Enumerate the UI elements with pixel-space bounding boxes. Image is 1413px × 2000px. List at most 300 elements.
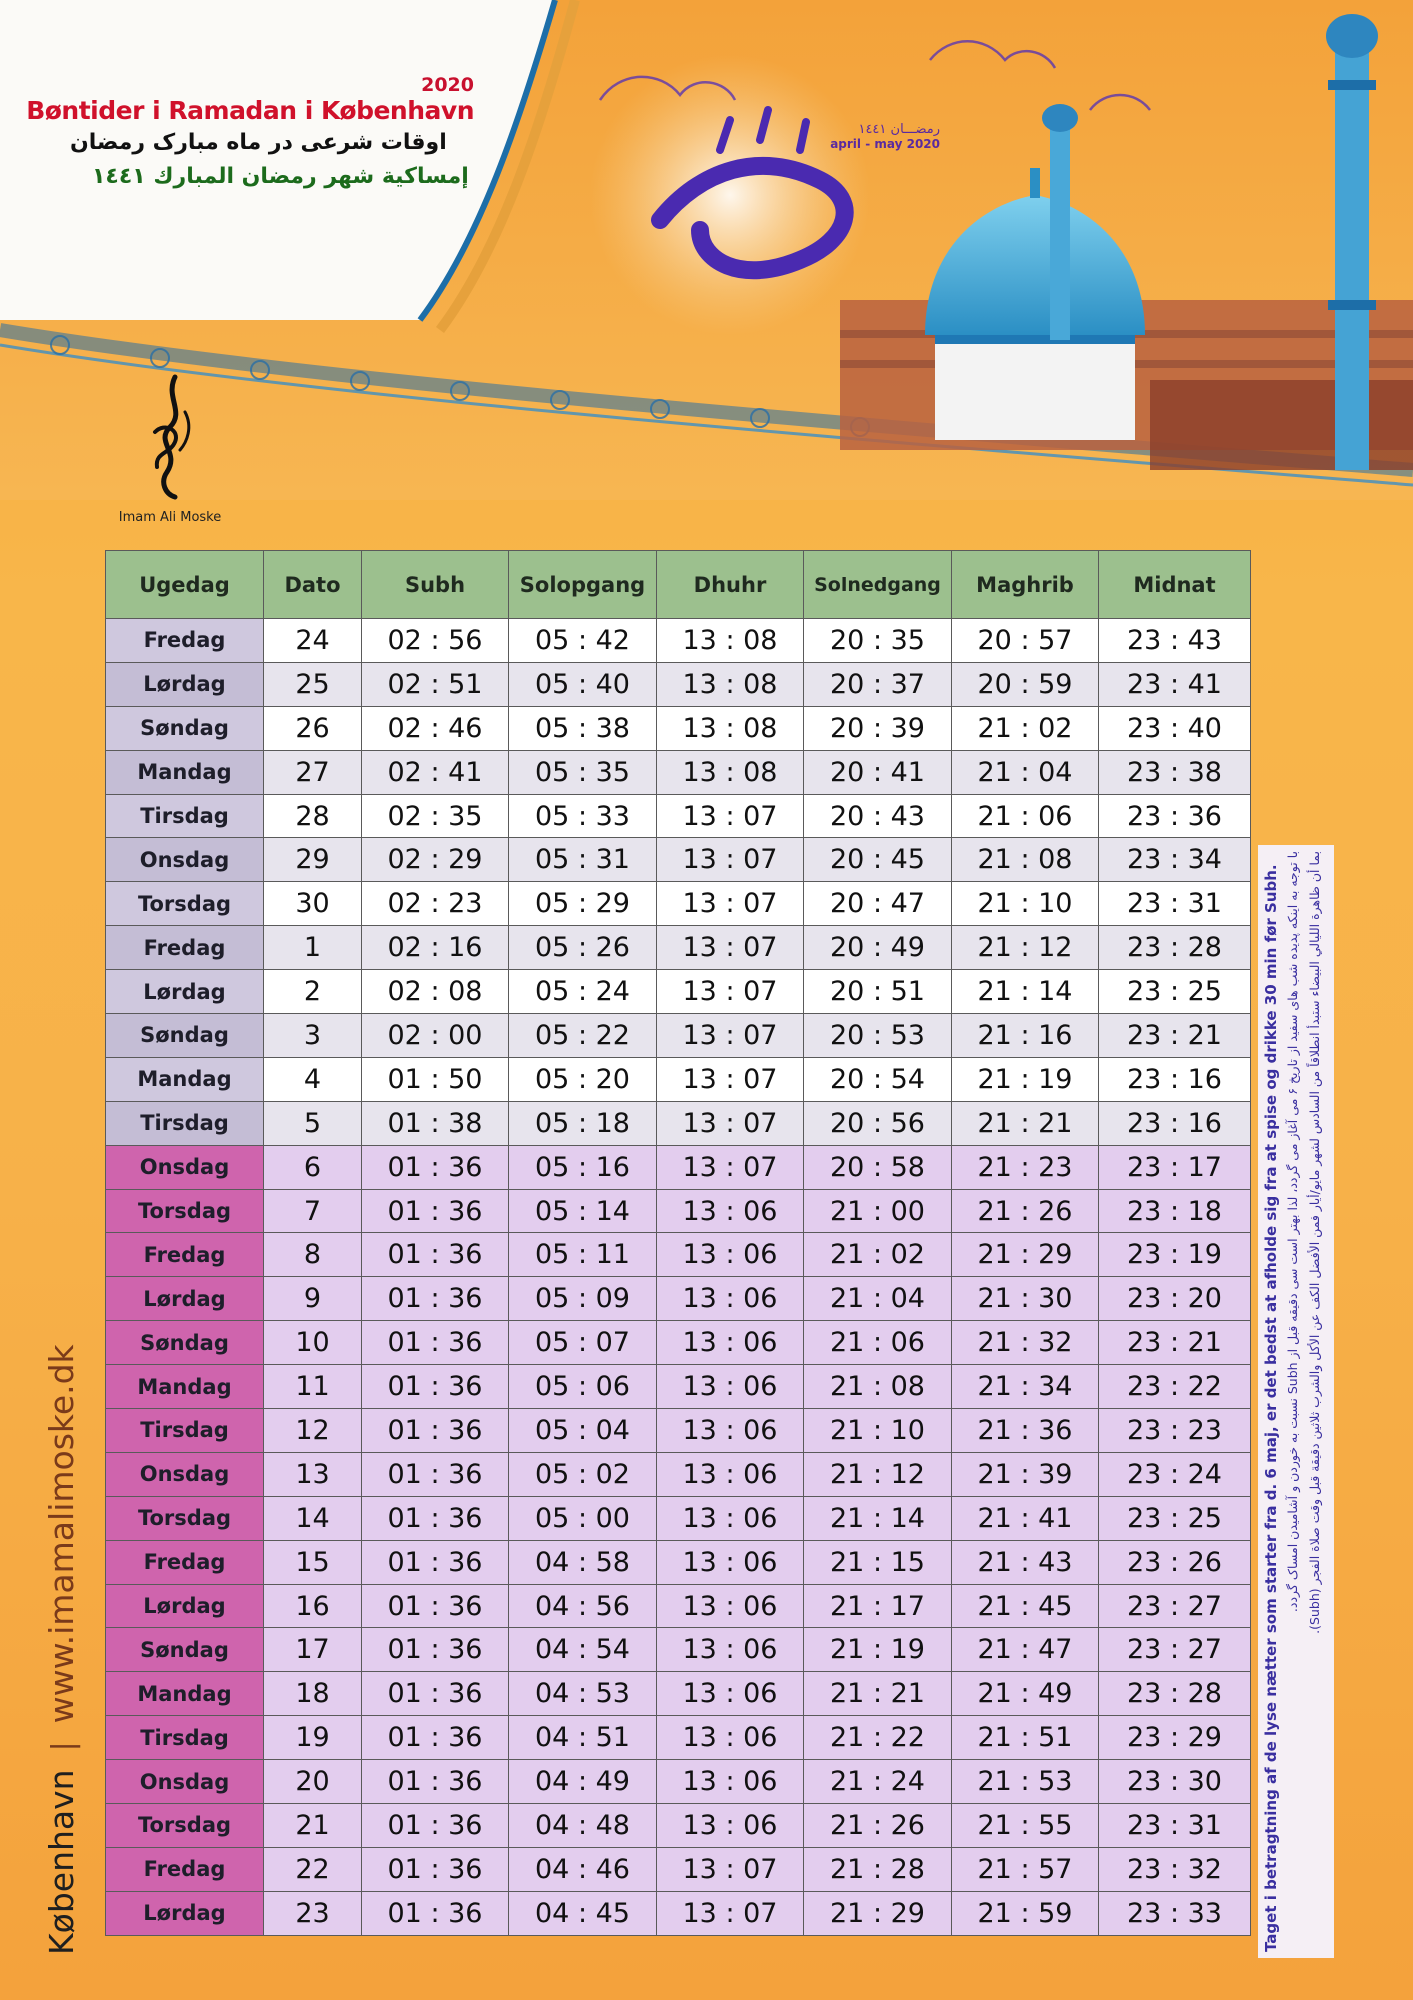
col-header-maghrib: Maghrib: [952, 551, 1099, 619]
cell-solnedgang: 20 : 51: [804, 970, 952, 1014]
cell-subh: 02 : 41: [362, 750, 509, 794]
cell-subh: 02 : 00: [362, 1014, 509, 1058]
cell-day: Torsdag: [106, 1189, 264, 1233]
table-row: [106, 1409, 1251, 1453]
cell-date: 10: [264, 1321, 362, 1365]
table-row: [106, 1321, 1251, 1365]
cell-date: 24: [264, 619, 362, 663]
cell-dhuhr: 13 : 06: [657, 1584, 804, 1628]
cell-subh: 01 : 36: [362, 1277, 509, 1321]
cell-date: 13: [264, 1452, 362, 1496]
cell-date: 5: [264, 1101, 362, 1145]
cell-day: Lørdag: [106, 1584, 264, 1628]
cell-subh: 01 : 36: [362, 1584, 509, 1628]
cell-subh: 02 : 51: [362, 662, 509, 706]
cell-maghrib: 21 : 32: [952, 1321, 1099, 1365]
cell-solopgang: 05 : 04: [509, 1409, 657, 1453]
cell-day: Lørdag: [106, 1891, 264, 1935]
table-row: [106, 1014, 1251, 1058]
cell-solopgang: 05 : 09: [509, 1277, 657, 1321]
table-row: [106, 1804, 1251, 1848]
table-row: [106, 838, 1251, 882]
cell-solnedgang: 21 : 26: [804, 1804, 952, 1848]
cell-dhuhr: 13 : 07: [657, 1891, 804, 1935]
cell-solnedgang: 21 : 22: [804, 1716, 952, 1760]
cell-solnedgang: 20 : 39: [804, 706, 952, 750]
cell-midnat: 23 : 31: [1099, 882, 1251, 926]
cell-solnedgang: 20 : 58: [804, 1145, 952, 1189]
cell-subh: 02 : 29: [362, 838, 509, 882]
table-row: [106, 1628, 1251, 1672]
cell-solnedgang: 21 : 21: [804, 1672, 952, 1716]
cell-solopgang: 05 : 16: [509, 1145, 657, 1189]
cell-solnedgang: 21 : 24: [804, 1760, 952, 1804]
col-header-solnedgang: Solnedgang: [804, 551, 952, 619]
cell-day: Søndag: [106, 1628, 264, 1672]
cell-subh: 01 : 36: [362, 1189, 509, 1233]
table-row: [106, 706, 1251, 750]
cell-day: Fredag: [106, 1233, 264, 1277]
cell-solopgang: 05 : 31: [509, 838, 657, 882]
cell-dhuhr: 13 : 08: [657, 750, 804, 794]
cell-solnedgang: 20 : 41: [804, 750, 952, 794]
cell-solnedgang: 21 : 15: [804, 1540, 952, 1584]
cell-midnat: 23 : 25: [1099, 1496, 1251, 1540]
table-row: [106, 926, 1251, 970]
cell-maghrib: 21 : 16: [952, 1014, 1099, 1058]
cell-midnat: 23 : 21: [1099, 1321, 1251, 1365]
cell-midnat: 23 : 27: [1099, 1584, 1251, 1628]
cell-subh: 01 : 36: [362, 1672, 509, 1716]
cell-subh: 01 : 36: [362, 1628, 509, 1672]
cell-dhuhr: 13 : 08: [657, 619, 804, 663]
footer-website-link[interactable]: www.imamalimoske.dk: [42, 1344, 81, 1724]
note-danish: Taget i betragtning af de lyse nætter som starter fra d. 6 maj, er det bedst at afholde sig fra at spise og drikke 30 min før Subh.: [1262, 864, 1280, 1952]
title-persian: اوقات شرعی در ماه مبارک رمضان: [70, 130, 447, 155]
cell-subh: 01 : 36: [362, 1804, 509, 1848]
cell-dhuhr: 13 : 07: [657, 882, 804, 926]
cell-day: Tirsdag: [106, 794, 264, 838]
footer-city: København: [42, 1769, 81, 1955]
cell-maghrib: 21 : 26: [952, 1189, 1099, 1233]
cell-maghrib: 21 : 43: [952, 1540, 1099, 1584]
cell-day: Torsdag: [106, 1804, 264, 1848]
cell-solopgang: 05 : 38: [509, 706, 657, 750]
cell-maghrib: 21 : 14: [952, 970, 1099, 1014]
cell-solnedgang: 21 : 02: [804, 1233, 952, 1277]
cell-subh: 01 : 50: [362, 1057, 509, 1101]
cell-dhuhr: 13 : 06: [657, 1540, 804, 1584]
cell-solopgang: 05 : 35: [509, 750, 657, 794]
vertical-footer: [42, 1344, 102, 1955]
cell-midnat: 23 : 26: [1099, 1540, 1251, 1584]
cell-dhuhr: 13 : 07: [657, 1057, 804, 1101]
cell-solnedgang: 21 : 28: [804, 1847, 952, 1891]
table-row: [106, 1891, 1251, 1935]
cell-maghrib: 21 : 45: [952, 1584, 1099, 1628]
cell-subh: 01 : 36: [362, 1847, 509, 1891]
cell-dhuhr: 13 : 07: [657, 1145, 804, 1189]
cell-subh: 01 : 38: [362, 1101, 509, 1145]
cell-dhuhr: 13 : 08: [657, 706, 804, 750]
header-banner: [0, 0, 1413, 525]
cell-midnat: 23 : 16: [1099, 1101, 1251, 1145]
table-row: [106, 970, 1251, 1014]
cell-date: 25: [264, 662, 362, 706]
cell-day: Søndag: [106, 1014, 264, 1058]
table-row: [106, 1540, 1251, 1584]
cell-date: 26: [264, 706, 362, 750]
cell-day: Fredag: [106, 1847, 264, 1891]
cell-solopgang: 05 : 40: [509, 662, 657, 706]
cell-solnedgang: 20 : 56: [804, 1101, 952, 1145]
cell-solopgang: 05 : 24: [509, 970, 657, 1014]
col-header-dhuhr: Dhuhr: [657, 551, 804, 619]
cell-dhuhr: 13 : 07: [657, 1014, 804, 1058]
cell-solnedgang: 21 : 14: [804, 1496, 952, 1540]
cell-date: 22: [264, 1847, 362, 1891]
cell-solnedgang: 20 : 53: [804, 1014, 952, 1058]
cell-solopgang: 04 : 45: [509, 1891, 657, 1935]
cell-subh: 02 : 56: [362, 619, 509, 663]
cell-subh: 01 : 36: [362, 1891, 509, 1935]
cell-dhuhr: 13 : 07: [657, 970, 804, 1014]
cell-maghrib: 21 : 53: [952, 1760, 1099, 1804]
cell-maghrib: 21 : 02: [952, 706, 1099, 750]
cell-subh: 01 : 36: [362, 1145, 509, 1189]
cell-date: 30: [264, 882, 362, 926]
table-row: [106, 1365, 1251, 1409]
cell-maghrib: 21 : 49: [952, 1672, 1099, 1716]
cell-maghrib: 21 : 34: [952, 1365, 1099, 1409]
imam-ali-logo: [100, 372, 240, 525]
cell-dhuhr: 13 : 07: [657, 794, 804, 838]
cell-maghrib: 21 : 08: [952, 838, 1099, 882]
cell-solnedgang: 20 : 45: [804, 838, 952, 882]
cell-date: 1: [264, 926, 362, 970]
cell-subh: 01 : 36: [362, 1496, 509, 1540]
cell-date: 9: [264, 1277, 362, 1321]
cell-solopgang: 04 : 48: [509, 1804, 657, 1848]
cell-day: Søndag: [106, 706, 264, 750]
cell-dhuhr: 13 : 06: [657, 1760, 804, 1804]
cell-dhuhr: 13 : 06: [657, 1672, 804, 1716]
cell-day: Mandag: [106, 1672, 264, 1716]
cell-solopgang: 05 : 07: [509, 1321, 657, 1365]
cell-date: 7: [264, 1189, 362, 1233]
cell-midnat: 23 : 29: [1099, 1716, 1251, 1760]
cell-midnat: 23 : 33: [1099, 1891, 1251, 1935]
cell-day: Torsdag: [106, 882, 264, 926]
cell-maghrib: 21 : 55: [952, 1804, 1099, 1848]
cell-solnedgang: 21 : 00: [804, 1189, 952, 1233]
cell-maghrib: 21 : 36: [952, 1409, 1099, 1453]
note-arabic: بما أن ظاهرة الليالي البيضاء ستبدأ انطلاقاً من السادس لشهر مايو/أيار فمن الأفضل الكف عن الأكل والشرب ثلاثين دقيقة قبل وقت صلاة الفجر (Subh).: [1307, 851, 1322, 1634]
cell-day: Onsdag: [106, 1760, 264, 1804]
col-header-subh: Subh: [362, 551, 509, 619]
cell-solnedgang: 20 : 54: [804, 1057, 952, 1101]
cell-date: 18: [264, 1672, 362, 1716]
footer-separator: |: [46, 1741, 81, 1752]
cell-subh: 02 : 46: [362, 706, 509, 750]
cell-midnat: 23 : 21: [1099, 1014, 1251, 1058]
cell-dhuhr: 13 : 06: [657, 1716, 804, 1760]
table-row: [106, 662, 1251, 706]
cell-day: Mandag: [106, 1365, 264, 1409]
cell-solnedgang: 21 : 10: [804, 1409, 952, 1453]
cell-solnedgang: 21 : 12: [804, 1452, 952, 1496]
cell-maghrib: 21 : 10: [952, 882, 1099, 926]
cell-dhuhr: 13 : 06: [657, 1452, 804, 1496]
cell-midnat: 23 : 16: [1099, 1057, 1251, 1101]
table-row: [106, 1452, 1251, 1496]
cell-dhuhr: 13 : 06: [657, 1628, 804, 1672]
cell-solnedgang: 21 : 17: [804, 1584, 952, 1628]
cell-subh: 02 : 23: [362, 882, 509, 926]
hijri-date-label: [820, 122, 940, 151]
cell-dhuhr: 13 : 06: [657, 1804, 804, 1848]
table-row: [106, 1672, 1251, 1716]
cell-maghrib: 21 : 59: [952, 1891, 1099, 1935]
table-row: [106, 1496, 1251, 1540]
cell-solnedgang: 20 : 35: [804, 619, 952, 663]
cell-date: 16: [264, 1584, 362, 1628]
title-danish: Bøntider i Ramadan i København: [26, 96, 474, 125]
cell-dhuhr: 13 : 06: [657, 1496, 804, 1540]
cell-date: 4: [264, 1057, 362, 1101]
cell-midnat: 23 : 19: [1099, 1233, 1251, 1277]
cell-subh: 01 : 36: [362, 1760, 509, 1804]
hijri-date-english: april - may 2020: [830, 137, 940, 151]
cell-day: Mandag: [106, 1057, 264, 1101]
table-row: [106, 1760, 1251, 1804]
cell-subh: 01 : 36: [362, 1540, 509, 1584]
cell-solopgang: 04 : 58: [509, 1540, 657, 1584]
cell-maghrib: 21 : 21: [952, 1101, 1099, 1145]
cell-subh: 01 : 36: [362, 1365, 509, 1409]
table-row: [106, 1233, 1251, 1277]
cell-solopgang: 05 : 18: [509, 1101, 657, 1145]
table-row: [106, 1847, 1251, 1891]
table-header-row: [106, 551, 1251, 619]
cell-subh: 01 : 36: [362, 1233, 509, 1277]
cell-midnat: 23 : 36: [1099, 794, 1251, 838]
cell-dhuhr: 13 : 08: [657, 662, 804, 706]
cell-solopgang: 05 : 06: [509, 1365, 657, 1409]
cell-subh: 02 : 35: [362, 794, 509, 838]
cell-solnedgang: 21 : 06: [804, 1321, 952, 1365]
cell-date: 3: [264, 1014, 362, 1058]
note-content: [1258, 845, 1334, 1958]
hijri-date-arabic: رمضـــان ١٤٤١: [858, 122, 940, 137]
cell-solopgang: 05 : 42: [509, 619, 657, 663]
cell-midnat: 23 : 41: [1099, 662, 1251, 706]
cell-subh: 01 : 36: [362, 1452, 509, 1496]
cell-date: 29: [264, 838, 362, 882]
cell-dhuhr: 13 : 06: [657, 1233, 804, 1277]
cell-solopgang: 05 : 33: [509, 794, 657, 838]
cell-date: 6: [264, 1145, 362, 1189]
title-block: [14, 74, 474, 194]
title-year: 2020: [421, 74, 474, 96]
title-arabic: إمساكية شهر رمضان المبارك ١٤٤١: [92, 164, 469, 189]
cell-midnat: 23 : 22: [1099, 1365, 1251, 1409]
cell-solnedgang: 21 : 19: [804, 1628, 952, 1672]
prayer-times-table: [105, 550, 1251, 1936]
cell-solopgang: 05 : 14: [509, 1189, 657, 1233]
table-row: [106, 1189, 1251, 1233]
cell-solopgang: 04 : 49: [509, 1760, 657, 1804]
cell-solopgang: 05 : 29: [509, 882, 657, 926]
col-header-solopgang: Solopgang: [509, 551, 657, 619]
cell-dhuhr: 13 : 06: [657, 1365, 804, 1409]
cell-date: 27: [264, 750, 362, 794]
cell-subh: 01 : 36: [362, 1716, 509, 1760]
note-persian: با توجه به اینکه پدیده شب های سفید از تاریخ ۶ می آغاز می گردد، لذا بهتر است سی دقیقه قبل از Subh نسبت به خوردن و آشامیدن امساک گردد.: [1285, 851, 1300, 1613]
col-header-ugedag: Ugedag: [106, 551, 264, 619]
cell-maghrib: 21 : 12: [952, 926, 1099, 970]
cell-dhuhr: 13 : 06: [657, 1189, 804, 1233]
cell-midnat: 23 : 25: [1099, 970, 1251, 1014]
cell-solopgang: 04 : 56: [509, 1584, 657, 1628]
cell-midnat: 23 : 34: [1099, 838, 1251, 882]
cell-maghrib: 21 : 23: [952, 1145, 1099, 1189]
cell-day: Torsdag: [106, 1496, 264, 1540]
cell-subh: 02 : 16: [362, 926, 509, 970]
imam-ali-calligraphy-logo: [135, 372, 205, 502]
cell-subh: 01 : 36: [362, 1409, 509, 1453]
table-row: [106, 1277, 1251, 1321]
table-row: [106, 882, 1251, 926]
cell-solnedgang: 20 : 43: [804, 794, 952, 838]
cell-day: Lørdag: [106, 662, 264, 706]
cell-day: Mandag: [106, 750, 264, 794]
cell-date: 20: [264, 1760, 362, 1804]
cell-solnedgang: 20 : 49: [804, 926, 952, 970]
cell-day: Fredag: [106, 926, 264, 970]
cell-midnat: 23 : 38: [1099, 750, 1251, 794]
table-row: [106, 794, 1251, 838]
cell-maghrib: 21 : 30: [952, 1277, 1099, 1321]
cell-day: Tirsdag: [106, 1409, 264, 1453]
cell-solopgang: 05 : 00: [509, 1496, 657, 1540]
cell-dhuhr: 13 : 06: [657, 1409, 804, 1453]
cell-date: 23: [264, 1891, 362, 1935]
table-row: [106, 1584, 1251, 1628]
cell-maghrib: 20 : 59: [952, 662, 1099, 706]
cell-solopgang: 05 : 02: [509, 1452, 657, 1496]
cell-date: 8: [264, 1233, 362, 1277]
cell-solnedgang: 20 : 37: [804, 662, 952, 706]
cell-solopgang: 05 : 26: [509, 926, 657, 970]
cell-date: 15: [264, 1540, 362, 1584]
table-row: [106, 1101, 1251, 1145]
cell-midnat: 23 : 24: [1099, 1452, 1251, 1496]
col-header-dato: Dato: [264, 551, 362, 619]
cell-midnat: 23 : 20: [1099, 1277, 1251, 1321]
cell-date: 2: [264, 970, 362, 1014]
cell-dhuhr: 13 : 07: [657, 838, 804, 882]
cell-day: Onsdag: [106, 1145, 264, 1189]
cell-midnat: 23 : 28: [1099, 1672, 1251, 1716]
cell-subh: 02 : 08: [362, 970, 509, 1014]
cell-dhuhr: 13 : 07: [657, 1847, 804, 1891]
cell-maghrib: 21 : 06: [952, 794, 1099, 838]
cell-day: Lørdag: [106, 970, 264, 1014]
cell-day: Tirsdag: [106, 1716, 264, 1760]
cell-midnat: 23 : 32: [1099, 1847, 1251, 1891]
cell-midnat: 23 : 43: [1099, 619, 1251, 663]
cell-maghrib: 21 : 57: [952, 1847, 1099, 1891]
cell-date: 14: [264, 1496, 362, 1540]
cell-maghrib: 21 : 29: [952, 1233, 1099, 1277]
cell-midnat: 23 : 30: [1099, 1760, 1251, 1804]
cell-day: Tirsdag: [106, 1101, 264, 1145]
cell-subh: 01 : 36: [362, 1321, 509, 1365]
cell-midnat: 23 : 27: [1099, 1628, 1251, 1672]
cell-midnat: 23 : 23: [1099, 1409, 1251, 1453]
cell-solnedgang: 21 : 08: [804, 1365, 952, 1409]
cell-solopgang: 05 : 22: [509, 1014, 657, 1058]
cell-solopgang: 04 : 51: [509, 1716, 657, 1760]
cell-dhuhr: 13 : 07: [657, 926, 804, 970]
cell-day: Fredag: [106, 619, 264, 663]
cell-solnedgang: 21 : 04: [804, 1277, 952, 1321]
cell-date: 17: [264, 1628, 362, 1672]
cell-midnat: 23 : 40: [1099, 706, 1251, 750]
cell-day: Søndag: [106, 1321, 264, 1365]
cell-solopgang: 04 : 46: [509, 1847, 657, 1891]
cell-solopgang: 04 : 53: [509, 1672, 657, 1716]
cell-solnedgang: 20 : 47: [804, 882, 952, 926]
table-row: [106, 619, 1251, 663]
cell-date: 12: [264, 1409, 362, 1453]
table-body: [106, 619, 1251, 1936]
table-row: [106, 750, 1251, 794]
cell-date: 21: [264, 1804, 362, 1848]
cell-dhuhr: 13 : 06: [657, 1321, 804, 1365]
cell-dhuhr: 13 : 06: [657, 1277, 804, 1321]
cell-maghrib: 21 : 51: [952, 1716, 1099, 1760]
cell-maghrib: 21 : 47: [952, 1628, 1099, 1672]
cell-maghrib: 20 : 57: [952, 619, 1099, 663]
cell-day: Onsdag: [106, 1452, 264, 1496]
cell-day: Fredag: [106, 1540, 264, 1584]
cell-date: 19: [264, 1716, 362, 1760]
table-row: [106, 1057, 1251, 1101]
cell-date: 28: [264, 794, 362, 838]
cell-maghrib: 21 : 39: [952, 1452, 1099, 1496]
cell-midnat: 23 : 28: [1099, 926, 1251, 970]
cell-solopgang: 04 : 54: [509, 1628, 657, 1672]
cell-day: Onsdag: [106, 838, 264, 882]
table-row: [106, 1716, 1251, 1760]
cell-midnat: 23 : 17: [1099, 1145, 1251, 1189]
cell-date: 11: [264, 1365, 362, 1409]
cell-solopgang: 05 : 11: [509, 1233, 657, 1277]
cell-day: Lørdag: [106, 1277, 264, 1321]
cell-midnat: 23 : 31: [1099, 1804, 1251, 1848]
col-header-midnat: Midnat: [1099, 551, 1251, 619]
cell-maghrib: 21 : 19: [952, 1057, 1099, 1101]
cell-midnat: 23 : 18: [1099, 1189, 1251, 1233]
cell-maghrib: 21 : 04: [952, 750, 1099, 794]
table-row: [106, 1145, 1251, 1189]
cell-solopgang: 05 : 20: [509, 1057, 657, 1101]
white-nights-note: [1258, 845, 1334, 1958]
logo-caption: Imam Ali Moske: [118, 510, 222, 525]
cell-dhuhr: 13 : 07: [657, 1101, 804, 1145]
